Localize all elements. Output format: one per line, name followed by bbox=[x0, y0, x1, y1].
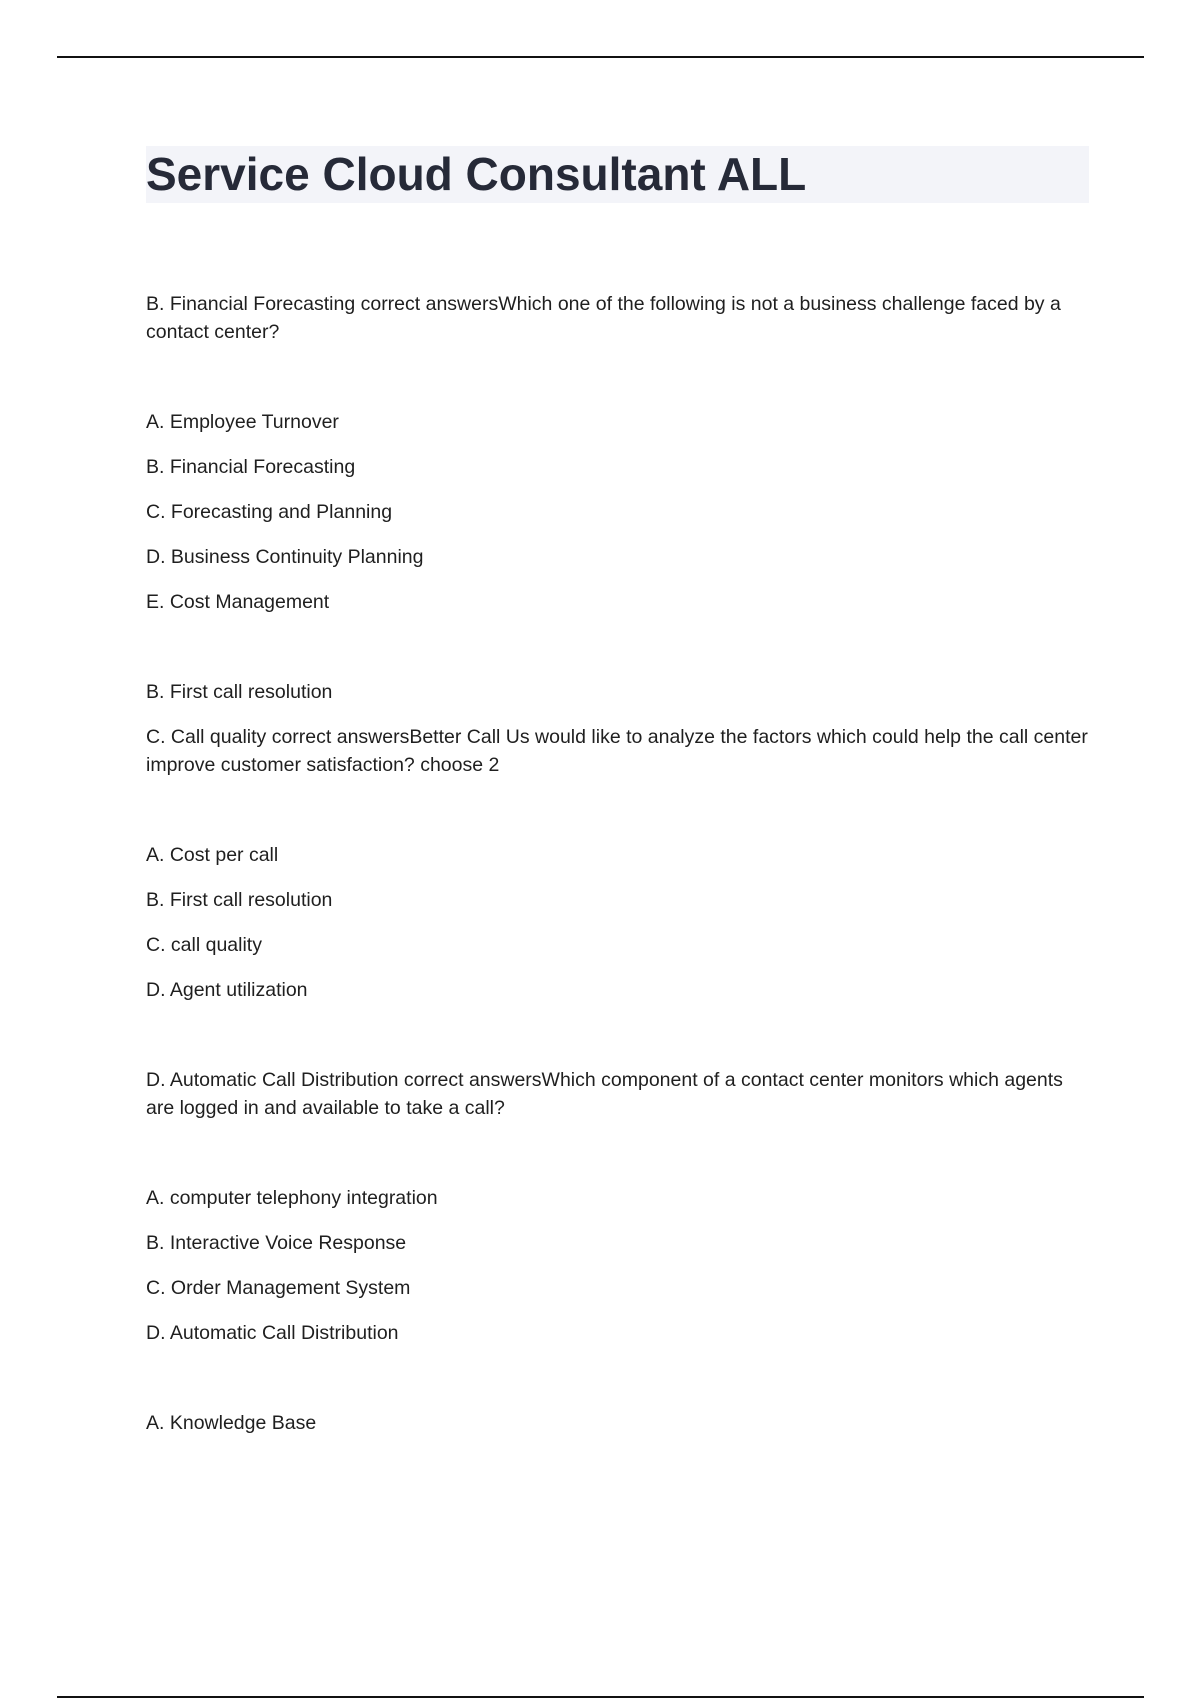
answer-option: D. Agent utilization bbox=[146, 979, 308, 1001]
question-text: C. Call quality correct answersBetter Call Us would like to analyze the factors which could help the call center improve customer satisfaction? choose 2 bbox=[146, 726, 1088, 776]
question-text: D. Automatic Call Distribution correct answersWhich component of a contact center monitors which agents are logged in and available to take a call? bbox=[146, 1069, 1063, 1119]
answer-option: C. Forecasting and Planning bbox=[146, 501, 393, 523]
document-title: Service Cloud Consultant ALL bbox=[146, 148, 807, 200]
answer-option: D. Automatic Call Distribution bbox=[146, 1322, 399, 1344]
answer-line: A. Knowledge Base bbox=[146, 1412, 317, 1434]
answer-option: B. Interactive Voice Response bbox=[146, 1232, 407, 1254]
answer-option: B. Financial Forecasting bbox=[146, 456, 356, 478]
question-text: B. Financial Forecasting correct answersWhich one of the following is not a business challenge faced by a contact center? bbox=[146, 293, 1061, 343]
answer-option: A. Cost per call bbox=[146, 844, 279, 866]
answer-option: E. Cost Management bbox=[146, 591, 330, 613]
answer-line: B. First call resolution bbox=[146, 681, 333, 703]
answer-option: C. Order Management System bbox=[146, 1277, 411, 1299]
answer-option: B. First call resolution bbox=[146, 889, 333, 911]
answer-option: D. Business Continuity Planning bbox=[146, 546, 424, 568]
answer-option: C. call quality bbox=[146, 934, 262, 956]
bottom-rule bbox=[57, 1696, 1144, 1698]
answer-option: A. computer telephony integration bbox=[146, 1187, 438, 1209]
document-body bbox=[146, 290, 1096, 1454]
top-rule bbox=[57, 56, 1144, 58]
answer-option: A. Employee Turnover bbox=[146, 411, 339, 433]
